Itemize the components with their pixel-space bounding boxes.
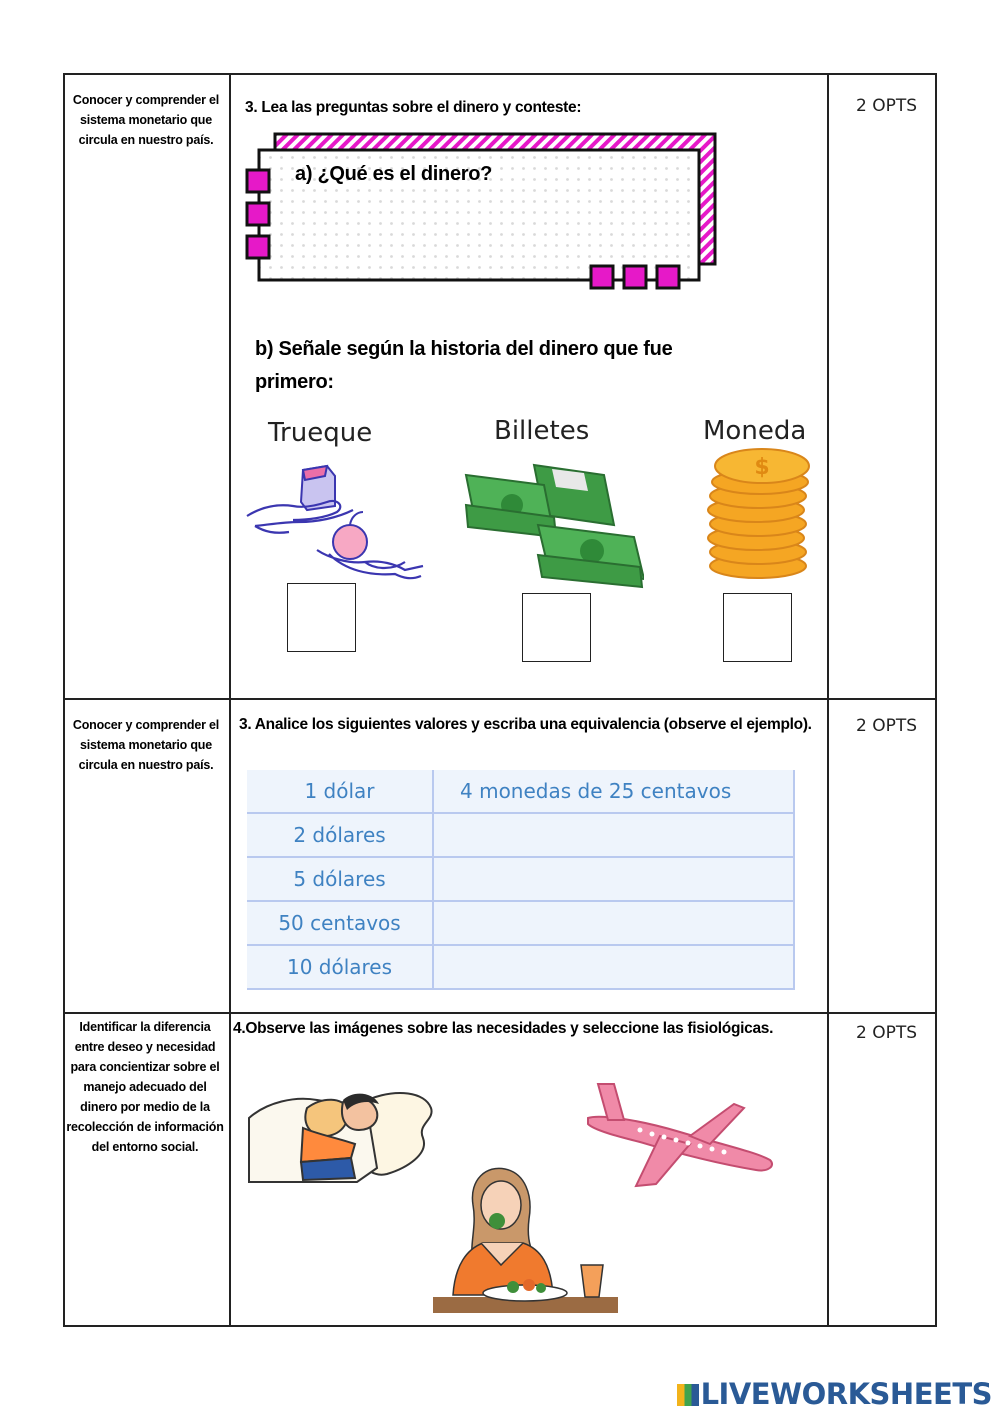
equivalence-input[interactable] <box>433 945 794 989</box>
eating-person-icon[interactable] <box>433 1165 618 1313</box>
brand-text: LIVEWORKSHEETS <box>700 1377 992 1411</box>
table-row <box>247 901 794 945</box>
points-label: 2 OPTS <box>856 716 918 736</box>
option-label-trueque: Trueque <box>268 418 373 448</box>
table-col-divider <box>229 73 231 1327</box>
table-left-border <box>63 73 65 1327</box>
table-row <box>247 945 794 989</box>
answer-a-input[interactable] <box>290 196 690 256</box>
svg-text:$: $ <box>754 455 770 480</box>
table-right-border <box>935 73 937 1327</box>
objective-text: Identificar la diferencia entre deseo y necesidad para concientizar sobre el manejo adecuado del dinero por medio de la recolección de información del entorno social. <box>66 1020 224 1154</box>
points-label: 2 OPTS <box>856 1023 918 1043</box>
objective-text: Conocer y comprender el sistema monetario que circula en nuestro país. <box>72 93 220 147</box>
value-cell: 5 dólares <box>247 857 433 901</box>
question-b: b) Señale según la historia del dinero que fue primero: <box>255 338 673 393</box>
question-title: 4.Observe las imágenes sobre las necesidades y seleccione las fisiológicas. <box>233 1020 774 1037</box>
table-top-border <box>63 73 936 75</box>
value-cell: 10 dólares <box>247 945 433 989</box>
table-row-divider <box>63 1012 936 1014</box>
table-row <box>247 857 794 901</box>
equivalence-cell: 4 monedas de 25 centavos <box>433 770 794 813</box>
checkbox-billetes[interactable] <box>522 593 591 662</box>
coins-icon <box>706 446 812 580</box>
question-title: 3. Lea las preguntas sobre el dinero y conteste: <box>245 99 582 116</box>
checkbox-trueque[interactable] <box>287 583 356 652</box>
option-label-moneda: Moneda <box>703 416 807 446</box>
banknotes-icon <box>464 455 644 595</box>
objective-text: Conocer y comprender el sistema monetario que circula en nuestro país. <box>72 718 220 772</box>
table-row <box>247 813 794 857</box>
value-cell: 1 dólar <box>247 770 433 813</box>
table-bottom-border <box>63 1325 936 1327</box>
equivalence-input[interactable] <box>433 857 794 901</box>
brand-icon <box>677 1384 699 1406</box>
checkbox-moneda[interactable] <box>723 593 792 662</box>
barter-hands-icon <box>245 462 425 582</box>
brand-logo <box>677 1377 992 1411</box>
equivalence-input[interactable] <box>433 901 794 945</box>
table-row <box>247 770 794 813</box>
equivalence-table <box>247 770 795 990</box>
table-col-divider <box>827 73 829 1327</box>
points-label: 2 OPTS <box>856 96 918 116</box>
equivalence-input[interactable] <box>433 813 794 857</box>
question-a: a) ¿Qué es el dinero? <box>295 163 493 185</box>
value-cell: 50 centavos <box>247 901 433 945</box>
value-cell: 2 dólares <box>247 813 433 857</box>
option-label-billetes: Billetes <box>494 416 590 446</box>
sleeping-person-icon[interactable] <box>247 1078 437 1188</box>
question-title: 3. Analice los siguientes valores y escriba una equivalencia (observe el ejemplo). <box>239 716 812 733</box>
table-row-divider <box>63 698 936 700</box>
